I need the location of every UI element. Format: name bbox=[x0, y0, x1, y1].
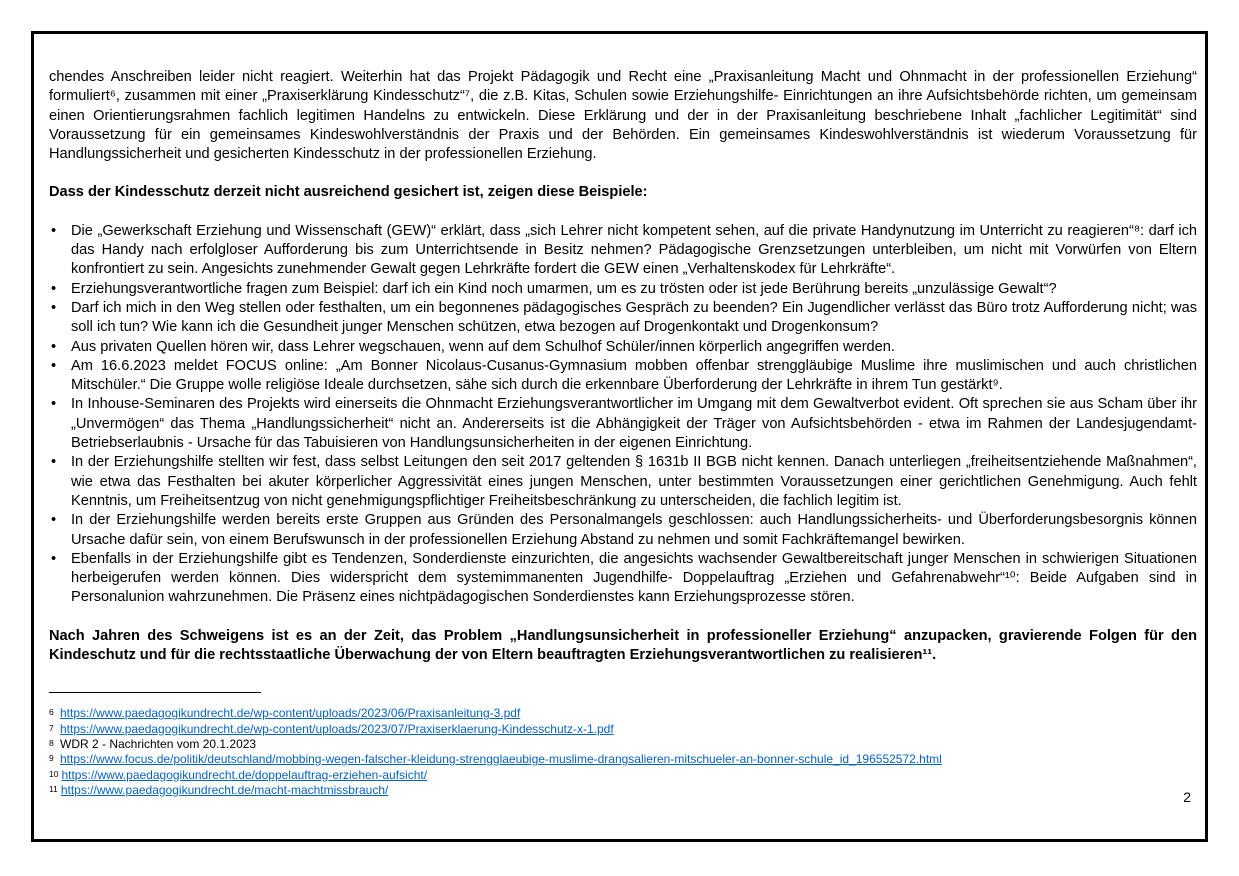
bullet-icon: • bbox=[51, 280, 57, 297]
bullet-icon: • bbox=[51, 512, 57, 529]
intro-paragraph: chendes Anschreiben leider nicht reagiert. Weiterhin hat das Projekt Pädagogik und Recht eine „Praxisanleitung Macht und Ohnmacht in der professionellen Erziehung“ formuliert⁶, zusammen mit einer „Praxiserklärung Kindesschutz“⁷, die z.B. Kitas, Schulen sowie Erziehungshilfe- Einrichtungen an ihre Aufsichtsbehörde richten, um gemeinsam einen Orientierungsrahmen fachlich legitimen Handelns zu entwickeln. Diese Erklärung und der in der Praxisanleitung beschriebene Inhalt „fachlicher Legitimität“ sind Voraussetzung für ein gemeinsames Kindeswohlverständnis der Praxis und der Behörden. Ein gemeinsames Kindeswohlverständnis ist wiederum Voraussetzung für Handlungssicherheit und gesicherten Kindesschutz in der professionellen Erziehung. bbox=[49, 69, 1197, 163]
footnote-number: 11 bbox=[49, 783, 58, 794]
footnote bbox=[49, 706, 1197, 721]
footnote-link[interactable]: https://www.paedagogikundrecht.de/wp-content/uploads/2023/07/Praxiserklaerung-Kindesschutz-x-1.pdf bbox=[60, 721, 614, 736]
footnote-number: 9 bbox=[49, 753, 54, 764]
footnote-link[interactable]: https://www.focus.de/politik/deutschland/mobbing-wegen-falscher-kleidung-strengglaeubige-muslime-drangsalieren-mitschueler-an-bonner-schule_id_196552572.html bbox=[60, 752, 942, 767]
page-number: 2 bbox=[1183, 789, 1191, 805]
bullet-icon: • bbox=[51, 357, 57, 374]
bullet-icon: • bbox=[51, 454, 57, 471]
document-body bbox=[49, 68, 1197, 798]
list-item: • Aus privaten Quellen hören wir, dass Lehrer wegschauen, wenn auf dem Schulhof Schüler/innen körperlich angegriffen werden. bbox=[49, 338, 1197, 357]
list-item: • Erziehungsverantwortliche fragen zum Beispiel: darf ich ein Kind noch umarmen, um es zu trösten oder ist jede Berührung bereits „unzulässige Gewalt“? bbox=[49, 280, 1197, 299]
list-item: • Darf ich mich in den Weg stellen oder festhalten, um ein begonnenes pädagogisches Gespräch zu beenden? Ein Jugendlicher verlässt das Büro trotz Aufforderung nicht; was soll ich tun? Wie kann ich die Gesundheit junger Menschen schützen, etwa bezogen auf Drogenkontakt und Drogenkonsum? bbox=[51, 299, 1197, 336]
footnote-number: 8 bbox=[49, 737, 54, 748]
footnote-separator bbox=[49, 692, 261, 693]
footnote-link[interactable]: https://www.paedagogikundrecht.de/wp-content/uploads/2023/06/Praxisanleitung-3.pdf bbox=[60, 706, 521, 721]
bullet-icon: • bbox=[51, 299, 57, 316]
bullet-icon: • bbox=[51, 550, 57, 567]
conclusion-paragraph: Nach Jahren des Schweigens ist es an der Zeit, das Problem „Handlungsunsicherheit in professioneller Erziehung“ anzupacken, gravierende Folgen für den Kindeschutz und für die rechtsstaatliche Überwachung der von Eltern beauftragten Erziehungsverantwortlichen zu realisieren¹¹. bbox=[49, 627, 1197, 664]
list-item: • In der Erziehungshilfe stellten wir fest, dass selbst Leitungen den seit 2017 geltenden § 1631b II BGB nicht kennen. Danach unterliegen „freiheitsentziehende Maßnahmen“, wie etwa das Festhalten bei akuter körperlicher Aggressivität eines jungen Menschen, unter bestimmten Voraussetzungen einer gerichtlichen Genehmigung. Auch fehlt Kenntnis, um Freiheitsentzug von nicht genehmigungspflichtiger Freiheitsbeschränkung zu unterscheiden, die fachlich legitim ist. bbox=[51, 454, 1197, 509]
footnote bbox=[49, 722, 1197, 737]
bullet-icon: • bbox=[51, 338, 57, 355]
footnote-link[interactable]: https://www.paedagogikundrecht.de/doppelauftrag-erziehen-aufsicht/ bbox=[61, 767, 428, 782]
page-frame bbox=[31, 31, 1208, 842]
footnote-link[interactable]: https://www.paedagogikundrecht.de/macht-machtmissbrauch/ bbox=[60, 782, 389, 797]
bullet-icon: • bbox=[51, 222, 57, 239]
footnote bbox=[49, 737, 1197, 752]
examples-list bbox=[49, 222, 1197, 608]
footnote bbox=[49, 752, 1197, 767]
examples-heading: Dass der Kindesschutz derzeit nicht ausreichend gesichert ist, zeigen diese Beispiele: bbox=[49, 184, 648, 201]
footnote-number: 10 bbox=[49, 768, 59, 779]
list-item: • Am 16.6.2023 meldet FOCUS online: „Am Bonner Nicolaus-Cusanus-Gymnasium mobben offenbar strenggläubige Muslime ihre muslimischen und auch christlichen Mitschüler.“ Die Gruppe wolle religiöse Ideale durchsetzen, sähe sich durch die erkennbare Überforderung der Lehrkräfte in ihrem Tun gestärkt⁹. bbox=[51, 357, 1197, 394]
footnote-number: 6 bbox=[49, 707, 54, 718]
list-item: • In Inhouse-Seminaren des Projekts wird einerseits die Ohnmacht Erziehungsverantwortlicher im Umgang mit dem Gewaltverbot evident. Oft sprechen sie aus Scham über ihr „Unvermögen“ das Thema „Handlungssicherheit“ nicht an. Andererseits ist die Abhängigkeit der Träger von Aufsichtsbehörden - etwa im Rahmen der Landesjugendamt- Betriebserlaubnis - Ursache für das Tabuisieren von Handlungsunsicherheiten in der eigenen Einrichtung. bbox=[51, 396, 1197, 452]
footnote bbox=[49, 768, 1197, 783]
footnote bbox=[49, 783, 1197, 798]
list-item: • Die „Gewerkschaft Erziehung und Wissenschaft (GEW)“ erklärt, dass „sich Lehrer nicht kompetent sehen, auf die private Handynutzung im Unterricht zu reagieren“⁸: darf ich das Handy nach erfolgloser Aufforderung bis zum Unterrichtsende in Besitz nehmen? Pädagogische Grenzsetzungen unterbleiben, um nicht mit Vorwürfen von Eltern konfrontiert zu sein. Angesichts zunehmender Gewalt gegen Lehrkräfte fordert die GEW einen „Verhaltenskodex für Lehrkräfte“. bbox=[51, 222, 1197, 278]
list-item: • Ebenfalls in der Erziehungshilfe gibt es Tendenzen, Sonderdienste einzurichten, die angesichts wachsender Gewaltbereitschaft junger Menschen in schwierigen Situationen herbeigerufen werden können. Dies widerspricht dem systemimmanenten Jugendhilfe- Doppelauftrag „Erziehen und Gefahrenabwehr“¹⁰: Beide Aufgaben sind in Personalunion wahrzunehmen. Die Präsenz eines nichtpädagogischen Sonderdienstes kann Erziehungsprozesse stören. bbox=[51, 550, 1197, 606]
footnote-number: 7 bbox=[49, 722, 54, 733]
list-item: • In der Erziehungshilfe werden bereits erste Gruppen aus Gründen des Personalmangels geschlossen: auch Handlungssicherheits- und Überforderungsbesorgnis können Ursache dafür sein, von einem Berufswunsch in der professionellen Erziehung Abstand zu nehmen und somit Fachkräftemangel bewirken. bbox=[51, 512, 1197, 548]
footnote-text: WDR 2 - Nachrichten vom 20.1.2023 bbox=[60, 736, 257, 751]
bullet-icon: • bbox=[51, 396, 57, 413]
